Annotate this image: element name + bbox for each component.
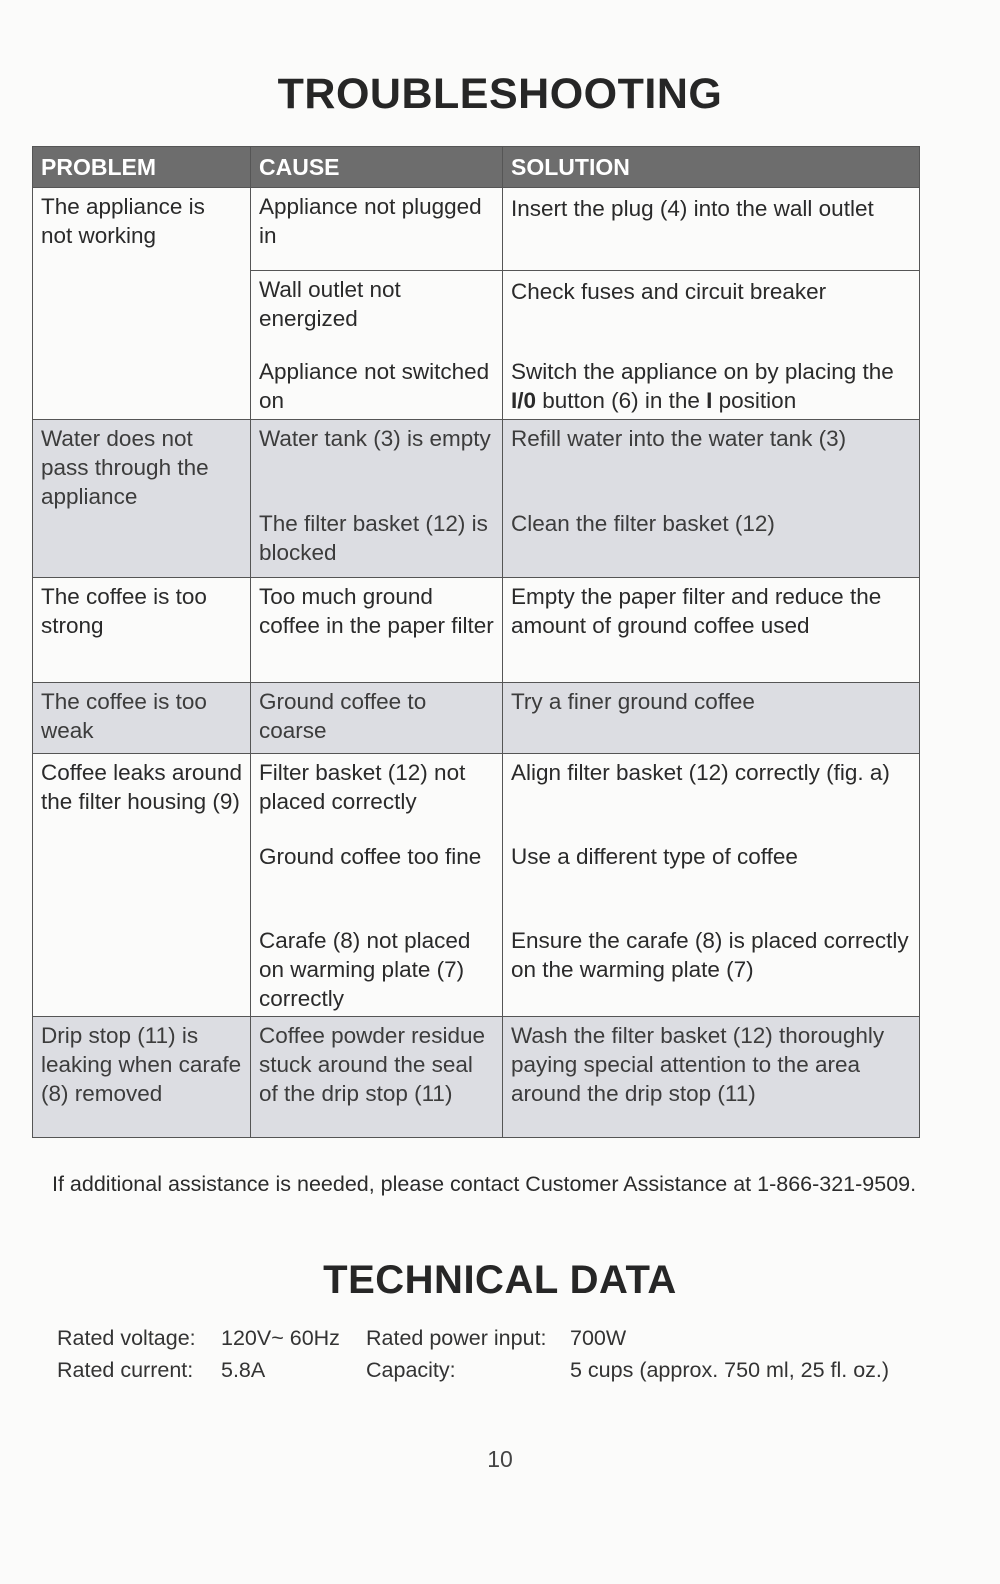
problem-cell: Water does not pass through the appliance	[33, 420, 251, 578]
table-row	[33, 1017, 920, 1138]
cause-cell: Carafe (8) not placed on warming plate (7) correctly	[251, 926, 503, 1017]
capacity-value: 5 cups (approx. 750 ml, 25 fl. oz.)	[570, 1358, 890, 1382]
cause-cell: Ground coffee too fine	[251, 838, 503, 926]
customer-assistance-text: If additional assistance is needed, please contact Customer Assistance at 1-866-321-9509.	[52, 1172, 917, 1196]
rated-power-value: 700W	[570, 1326, 627, 1350]
i-position-label: I	[706, 388, 713, 413]
page-number: 10	[487, 1446, 513, 1472]
cause-cell: Too much ground coffee in the paper filter	[251, 578, 503, 683]
cause-cell: Coffee powder residue stuck around the seal of the drip stop (11)	[251, 1017, 503, 1138]
solution-cell: Insert the plug (4) into the wall outlet	[503, 188, 920, 271]
rated-current-value: 5.8A	[221, 1358, 266, 1382]
table-row	[33, 578, 920, 683]
solution-cell: Wash the filter basket (12) thoroughly paying special attention to the area around the drip stop (11)	[503, 1017, 920, 1138]
solution-cell: Refill water into the water tank (3)	[503, 420, 920, 510]
problem-cell: Drip stop (11) is leaking when carafe (8) removed	[33, 1017, 251, 1138]
solution-text-pre: Switch the appliance on by placing the	[511, 359, 894, 384]
solution-cell: Clean the filter basket (12)	[503, 509, 920, 578]
header-cause: CAUSE	[251, 147, 503, 188]
solution-cell: Try a finer ground coffee	[503, 683, 920, 754]
solution-text-mid: button (6) in the	[536, 388, 707, 413]
troubleshooting-title: TROUBLESHOOTING	[277, 70, 723, 118]
solution-text-post: position	[712, 388, 797, 413]
cause-cell: The filter basket (12) is blocked	[251, 509, 503, 578]
header-problem: PROBLEM	[33, 147, 251, 188]
capacity-label: Capacity:	[366, 1358, 456, 1382]
tech-col-values-2	[570, 1322, 889, 1386]
cause-cell: Ground coffee to coarse	[251, 683, 503, 754]
solution-cell: Align filter basket (12) correctly (fig. a)	[503, 754, 920, 839]
technical-data-title: TECHNICAL DATA	[323, 1258, 677, 1302]
table-row	[33, 683, 920, 754]
tech-col-labels-1	[57, 1322, 196, 1386]
problem-cell: Coffee leaks around the filter housing (9)	[33, 754, 251, 1017]
cause-cell: Appliance not switched on	[251, 357, 503, 420]
solution-cell: Empty the paper filter and reduce the amount of ground coffee used	[503, 578, 920, 683]
troubleshooting-table	[32, 146, 920, 1138]
problem-cell: The coffee is too strong	[33, 578, 251, 683]
rated-voltage-label: Rated voltage:	[57, 1326, 196, 1350]
table-header-row	[33, 147, 920, 188]
table-row	[33, 754, 920, 839]
header-solution: SOLUTION	[503, 147, 920, 188]
problem-cell: The appliance is not working	[33, 188, 251, 420]
table-row	[33, 420, 920, 510]
tech-col-values-1	[221, 1322, 340, 1386]
cause-cell: Wall outlet not energized	[251, 271, 503, 358]
io-button-label: I/0	[511, 388, 537, 413]
rated-voltage-value: 120V~ 60Hz	[221, 1326, 340, 1350]
rated-power-label: Rated power input:	[366, 1326, 547, 1350]
table-row	[33, 188, 920, 271]
cause-cell: Water tank (3) is empty	[251, 420, 503, 510]
solution-cell	[503, 357, 920, 420]
cause-cell: Filter basket (12) not placed correctly	[251, 754, 503, 839]
solution-cell: Use a different type of coffee	[503, 838, 920, 926]
problem-cell: The coffee is too weak	[33, 683, 251, 754]
tech-col-labels-2	[366, 1322, 546, 1386]
solution-cell: Ensure the carafe (8) is placed correctly on the warming plate (7)	[503, 926, 920, 1017]
solution-cell: Check fuses and circuit breaker	[503, 271, 920, 358]
cause-cell: Appliance not plugged in	[251, 188, 503, 271]
rated-current-label: Rated current:	[57, 1358, 194, 1382]
